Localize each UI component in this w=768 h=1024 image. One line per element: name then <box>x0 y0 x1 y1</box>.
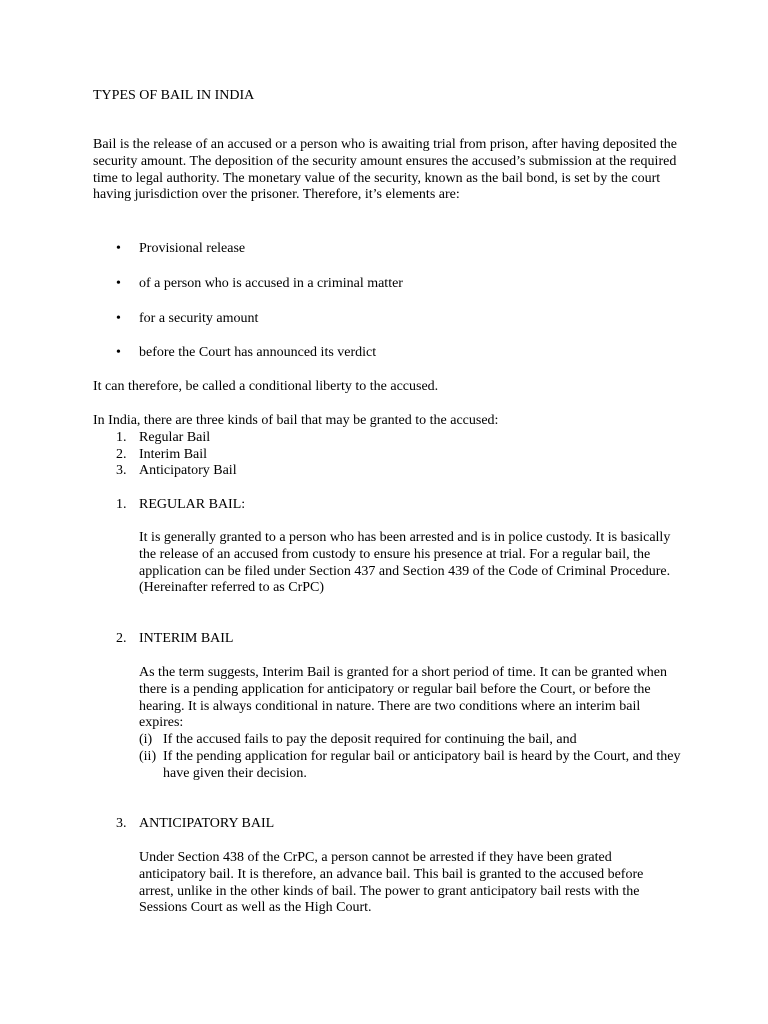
section-body: It is generally granted to a person who has been arrested and is in police custody. It is basically the release of an accused from custody to ensure his presence at trial. For a regular bail, the application can be filed under Section 437 and Section 439 of the Code of Criminal Procedure. (Hereinafter referred to as CrPC) <box>139 530 671 596</box>
kinds-intro-paragraph: In India, there are three kinds of bail that may be granted to the accused: <box>93 413 499 428</box>
section-body: Under Section 438 of the CrPC, a person cannot be arrested if they have been grated anticipatory bail. It is therefore, an advance bail. This bail is granted to the accused before arrest, unlike in the other kinds of bail. The power to grant anticipatory bail rests with the Sessions Court as well as the High Court. <box>139 850 644 916</box>
bullet-icon: • <box>116 311 121 326</box>
conditional-liberty-paragraph: It can therefore, be called a conditional liberty to the accused. <box>93 379 439 394</box>
section-body: As the term suggests, Interim Bail is granted for a short period of time. It can be granted when there is a pending application for anticipatory or regular bail before the Court, or before the hearing. It is always conditional in nature. There are two conditions where an interim bail expires: <box>139 665 667 731</box>
bullet-icon: • <box>116 276 121 291</box>
document-page: TYPES OF BAIL IN INDIA Bail is the release of an accused or a person who is awaiting trial from prison, after having deposited the security amount. The deposition of the security amount ensures the accused’s submission at the required time to legal authority. The monetary value of the security, known as the bail bond, is set by the court having jurisdiction over the prisoner. Therefore, it’s elements are: • Provisional release • of a person who is accused in a criminal matter • for a security amount • before the Court has announced its verdict It can therefore, be called a conditional liberty to the accused. In India, there are three kinds of bail that may be granted to the accused: 1. Regular Bail 2. Interim Bail 3. Anticipatory Bail 1. REGULAR BAIL: It is generally granted to a person who has been arrested and is in police custody. It is basically the release of an accused from custody to ensure his presence at trial. For a regular bail, the application can be filed under Section 437 and Section 439 of the Code of Criminal Procedure. (Hereinafter referred to as CrPC) 2. INTERIM BAIL As the term suggests, Interim Bail is granted for a short period of time. It can be granted when there is a pending application for anticipatory or regular bail before the Court, or before the hearing. It is always conditional in nature. There are two conditions where an interim bail expires: (i) If the accused fails to pay the deposit required for continuing the bail, and (ii) If the pending application for regular bail or anticipatory bail is heard by the Court, and they have given their decision. 3. ANTICIPATORY BAIL Under Section 438 of the CrPC, a person cannot be arrested if they have been grated anticipatory bail. It is therefore, an advance bail. This bail is granted to the accused before arrest, unlike in the other kinds of bail. The power to grant anticipatory bail rests with the Sessions Court as well as the High Court. <box>0 0 768 1024</box>
bullet-icon: • <box>116 345 121 360</box>
bullet-icon: • <box>116 241 121 256</box>
intro-paragraph: Bail is the release of an accused or a person who is awaiting trial from prison, after having deposited the security amount. The deposition of the security amount ensures the accused’s submission at the required time to legal authority. The monetary value of the security, known as the bail bond, is set by the court having jurisdiction over the prisoner. Therefore, it’s elements are: <box>93 137 677 203</box>
document-title: TYPES OF BAIL IN INDIA <box>93 88 255 103</box>
